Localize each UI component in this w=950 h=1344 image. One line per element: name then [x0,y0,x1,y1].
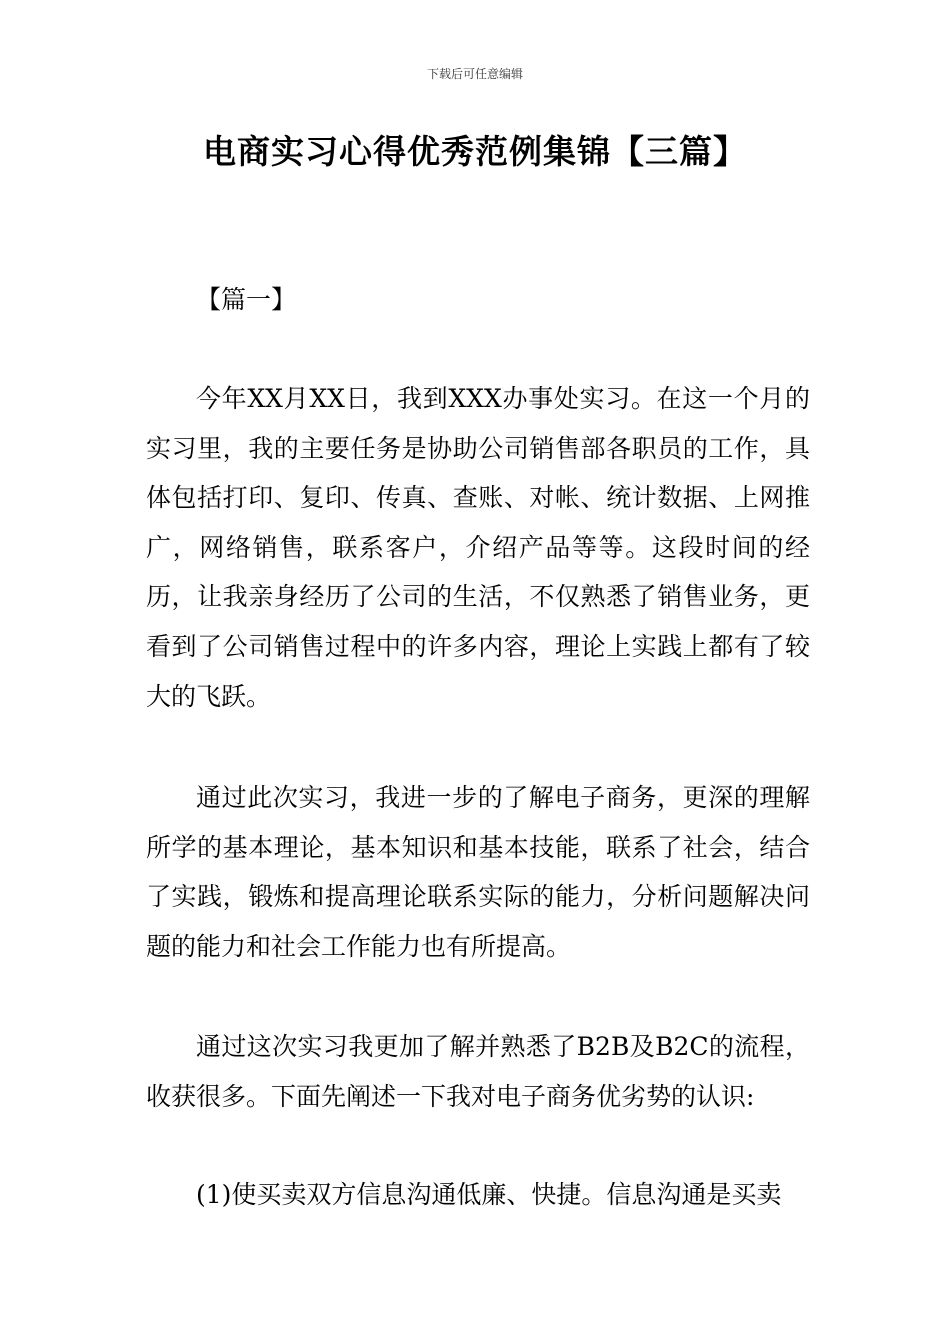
section-heading: 【篇一】 [196,285,297,314]
paragraph-3: 通过这次实习我更加了解并熟悉了B2B及B2C的流程，收获很多。下面先阐述一下我对电子商务优劣势的认识: [146,1032,810,1111]
document-title: 电商实习心得优秀范例集锦【三篇】 [203,132,747,171]
header-note: 下载后可任意编辑 [426,67,523,81]
paragraph-4: (1)使买卖双方信息沟通低廉、快捷。信息沟通是买卖 [196,1180,782,1209]
paragraph-1: 今年XX月XX日，我到XXX办事处实习。在这一个月的实习里，我的主要任务是协助公司销售部各职员的工作，具体包括打印、复印、传真、查账、对帐、统计数据、上网推广，网络销售，联系客户，介绍产品等等。这段时间的经历，让我亲身经历了公司的生活，不仅熟悉了销售业务，更看到了公司销售过程中的许多内容，理论上实践上都有了较大的飞跃。 [146,384,810,711]
paragraph-2: 通过此次实习，我进一步的了解电子商务，更深的理解所学的基本理论，基本知识和基本技能，联系了社会，结合了实践，锻炼和提高理论联系实际的能力，分析问题解决问题的能力和社会工作能力也有所提高。 [146,783,810,961]
